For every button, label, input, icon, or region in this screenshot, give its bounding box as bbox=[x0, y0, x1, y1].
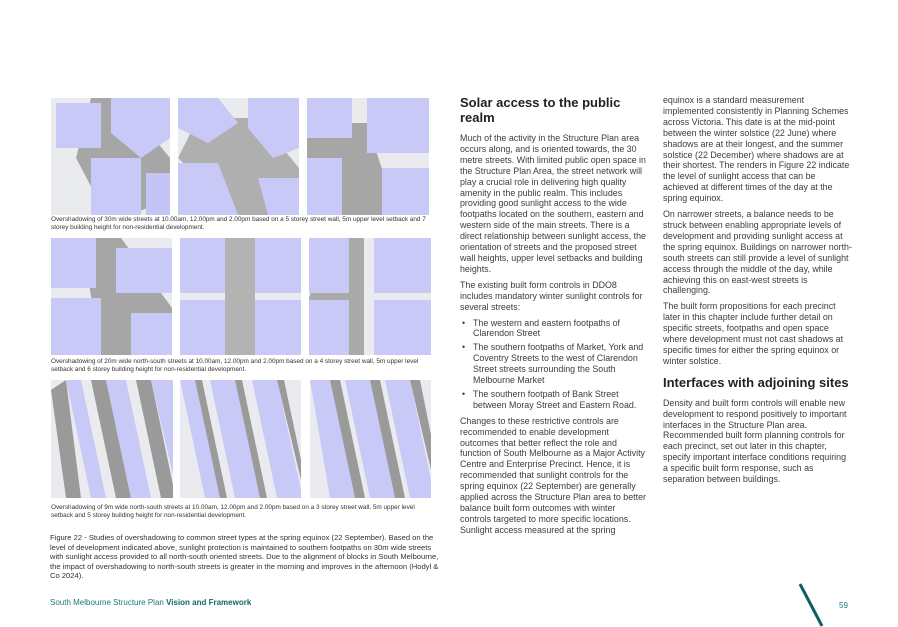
paragraph: Changes to these restrictive controls are recommended to enable development outcomes that better reflect the role and function of South Melbourne as a Major Activity Centre and Enterprise Precinct. Hence, it is recommended that sunlight controls for the spring equinox (22 September) are generally applied across the Structure Plan area to better balance built form outcomes with winter controls targeted to more specific locations. Sunlight access measured at the spring bbox=[460, 415, 646, 535]
figure-22-caption: Figure 22 - Studies of overshadowing to common street types at the spring equinox (22 September). Based on the level of development indicated above, sunlight protection is maintained to southern footpaths on 30m wide streets with sunlight access provided to all north-south oriented streets. Due to the alignment of blocks in South Melbourne, the impact of overshadowing to north-south streets is greater in the morning and improves in the afternoon (Hodyl & Co 2024). bbox=[50, 533, 439, 581]
render-9m-12pm bbox=[180, 380, 301, 498]
bullet-list bbox=[460, 318, 648, 411]
list-item: • The southern footpaths of Market, York and Coventry Streets to the west of Clarendon Street streets surrounding the South Melbourne Market bbox=[460, 342, 648, 386]
paragraph: equinox is a standard measurement implemented consistently in Planning Schemes across Victoria. This date is at the mid-point between the winter solstice (22 June) where shadows are at their longest, and the summer solstice (22 December) where shadows are at their shortest. The renders in Figure 22 indicate the level of sunlight access that can be achieved at different times of the day at the spring equinox. bbox=[663, 95, 850, 204]
render-30m-2pm bbox=[307, 98, 429, 215]
section-heading-interfaces: Interfaces with adjoining sites bbox=[663, 374, 849, 390]
render-20m-10am bbox=[51, 238, 172, 355]
list-item: • The southern footpath of Bank Street between Moray Street and Eastern Road. bbox=[460, 389, 648, 411]
text-column-1 bbox=[460, 95, 648, 541]
figure-caption-row3: Overshadowing of 9m wide north-south streets at 10.00am, 12.00pm and 2.00pm based on a 3 storey street wall, 5m upper level setback and 5 storey building height for non-residential development. bbox=[51, 504, 415, 519]
paragraph: Density and built form controls will enable new development to respond positively to important interfaces in the Structure Plan area. Recommended built form planning controls for each precinct, set out later in this chapter, specify important interface conditions requiring a specific built form response, such as separation between buildings. bbox=[663, 397, 847, 485]
paragraph: Much of the activity in the Structure Plan area occurs along, and is oriented towards, the 30 metre streets. With limited public open space in the Structure Plan Area, the street network will play a crucial role in delivering high quality amenity in the public realm. This includes providing good sunlight access to the wide footpaths located on the southern, eastern and western side of the main streets. There is a direct relationship between sunlight access, the orientation of streets and the proposed street wall heights, upper level setbacks and building heights. bbox=[460, 133, 646, 274]
footer-document-title bbox=[50, 598, 251, 607]
text-column-2 bbox=[663, 95, 853, 490]
render-9m-10am bbox=[51, 380, 173, 498]
figure-caption-row2: Overshadowing of 20m wide north-south streets at 10.00am, 12.00pm and 2.00pm based on a 4 storey street wall, 5m upper level setback and 6 storey building height for non-residential development. bbox=[51, 358, 419, 373]
page-number: 59 bbox=[839, 601, 848, 610]
render-9m-2pm bbox=[310, 380, 431, 498]
figure-caption-row1: Overshadowing of 30m wide streets at 10.00am, 12.00pm and 2.00pm based on a 5 storey street wall, 5m upper level setback and 7 storey building height for non-residential development. bbox=[51, 216, 426, 231]
paragraph: The existing built form controls in DDO8 includes mandatory winter sunlight controls for several streets: bbox=[460, 279, 643, 312]
list-item: • The western and eastern footpaths of Clarendon Street bbox=[460, 318, 648, 340]
paragraph: On narrower streets, a balance needs to be struck between enabling appropriate levels of development and providing sunlight access at the spring equinox. Buildings on narrower north-south streets can still provide a level of sunlight access through the middle of the day, while achieving this on east-west streets is challenging. bbox=[663, 209, 852, 296]
render-20m-2pm bbox=[309, 238, 431, 355]
render-30m-12pm bbox=[178, 98, 299, 215]
render-20m-12pm bbox=[180, 238, 301, 355]
footer-doc-title: South Melbourne Structure Plan bbox=[50, 598, 167, 607]
section-heading-solar-access: Solar access to the public realm bbox=[460, 95, 621, 125]
render-30m-10am bbox=[51, 98, 170, 215]
paragraph: The built form propositions for each precinct later in this chapter include further detail on specific streets, footpaths and open space where development must not cast shadows at specific times for either the spring equinox or winter solstice. bbox=[663, 301, 844, 366]
decorative-slash-icon bbox=[796, 582, 826, 627]
footer-doc-subtitle: Vision and Framework bbox=[166, 598, 252, 607]
